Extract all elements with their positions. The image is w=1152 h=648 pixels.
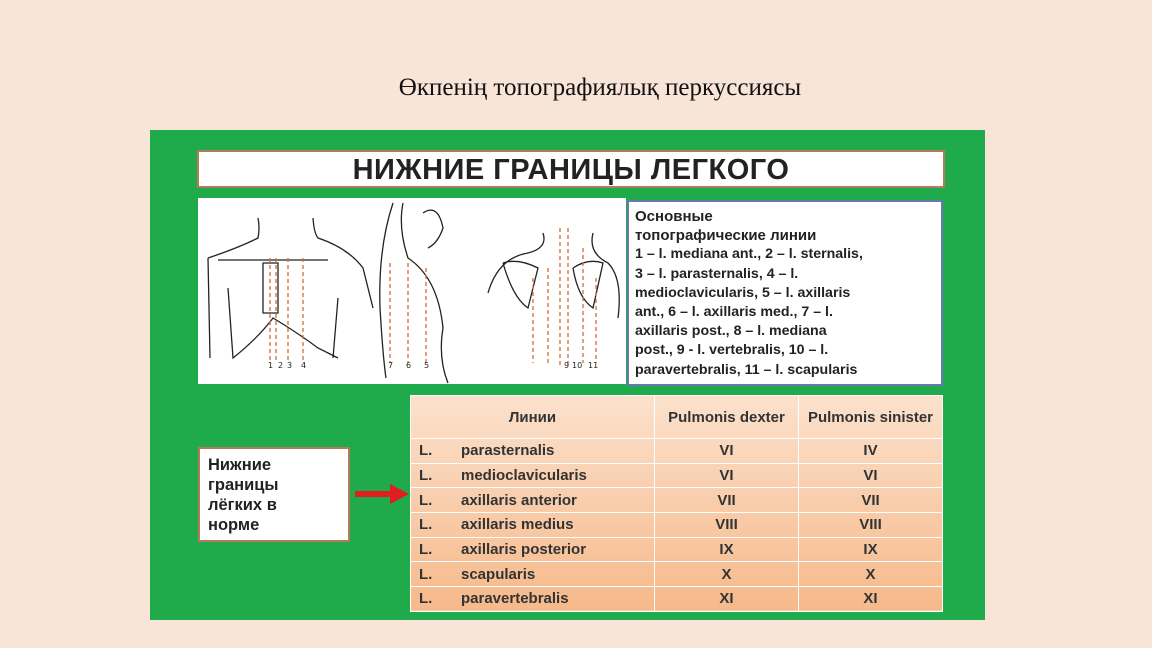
front-line-label: 2 (278, 361, 284, 370)
back-line-label: 11 (588, 361, 599, 370)
table-row (411, 463, 943, 488)
table-row (411, 439, 943, 464)
label-line: границы (208, 476, 279, 494)
line-cell (411, 463, 655, 488)
topographic-lines-legend (627, 200, 943, 386)
dexter-cell: VI (655, 439, 799, 464)
sinister-cell: VI (799, 463, 943, 488)
line-name: axillaris posterior (461, 541, 587, 559)
lung-borders-table (410, 395, 943, 612)
line-cell (411, 537, 655, 562)
side-line-label: 7 (388, 361, 394, 370)
label-line: Нижние (208, 456, 272, 474)
line-name: axillaris medius (461, 516, 574, 534)
legend-line: ant., 6 – l. axillaris med., 7 – l. (635, 304, 833, 321)
front-line-label: 4 (301, 361, 307, 370)
line-cell (411, 439, 655, 464)
sinister-cell: XI (799, 587, 943, 612)
back-line-label: 9 (564, 361, 570, 370)
label-line: норме (208, 516, 260, 534)
image-header: НИЖНИЕ ГРАНИЦЫ ЛЕГКОГО (197, 150, 945, 188)
line-name: medioclavicularis (461, 467, 587, 485)
line-cell (411, 562, 655, 587)
side-line-label: 6 (406, 361, 412, 370)
sinister-cell: X (799, 562, 943, 587)
label-line: лёгких в (208, 496, 277, 514)
dexter-cell: XI (655, 587, 799, 612)
line-name: scapularis (461, 565, 536, 583)
line-cell (411, 513, 655, 538)
sinister-cell: IX (799, 537, 943, 562)
table-row (411, 513, 943, 538)
table-row (411, 587, 943, 612)
red-arrow-icon (355, 483, 410, 505)
prefix: L. (419, 442, 433, 460)
prefix: L. (419, 565, 433, 583)
legend-heading: топографические линии (635, 227, 817, 245)
column-header: Pulmonis dexter (655, 396, 799, 439)
column-header: Линии (411, 396, 655, 439)
slide-image-panel (150, 130, 985, 620)
sinister-cell: VII (799, 488, 943, 513)
side-line-label: 5 (424, 361, 430, 370)
legend-line: post., 9 - l. vertebralis, 10 – l. (635, 342, 829, 359)
legend-line: paravertebralis, 11 – l. scapularis (635, 361, 858, 378)
legend-line: 1 – l. mediana ant., 2 – l. sternalis, (635, 246, 863, 263)
line-name: paravertebralis (461, 590, 569, 608)
legend-line: medioclavicularis, 5 – l. axillaris (635, 284, 851, 301)
table-row (411, 537, 943, 562)
dexter-cell: VII (655, 488, 799, 513)
sinister-cell: VIII (799, 513, 943, 538)
line-cell (411, 488, 655, 513)
front-line-label: 3 (287, 361, 293, 370)
topographic-lines-illustration (198, 198, 626, 384)
prefix: L. (419, 467, 433, 485)
table-row (411, 488, 943, 513)
table-row (411, 562, 943, 587)
dexter-cell: VI (655, 463, 799, 488)
line-name: axillaris anterior (461, 491, 577, 509)
sinister-cell: IV (799, 439, 943, 464)
normal-borders-label (198, 447, 350, 542)
front-line-label: 1 (268, 361, 274, 370)
line-name: parasternalis (461, 442, 555, 460)
dexter-cell: IX (655, 537, 799, 562)
prefix: L. (419, 516, 433, 534)
dexter-cell: VIII (655, 513, 799, 538)
legend-line: axillaris post., 8 – l. mediana (635, 323, 827, 340)
prefix: L. (419, 590, 433, 608)
line-cell (411, 587, 655, 612)
column-header: Pulmonis sinister (799, 396, 943, 439)
back-line-label: 10 (572, 361, 583, 370)
slide-title: Өкпенің топографиялық перкуссиясы (398, 74, 802, 101)
prefix: L. (419, 491, 433, 509)
legend-line: 3 – l. parasternalis, 4 – l. (635, 265, 799, 282)
prefix: L. (419, 541, 433, 559)
legend-heading: Основные (635, 208, 713, 225)
dexter-cell: X (655, 562, 799, 587)
